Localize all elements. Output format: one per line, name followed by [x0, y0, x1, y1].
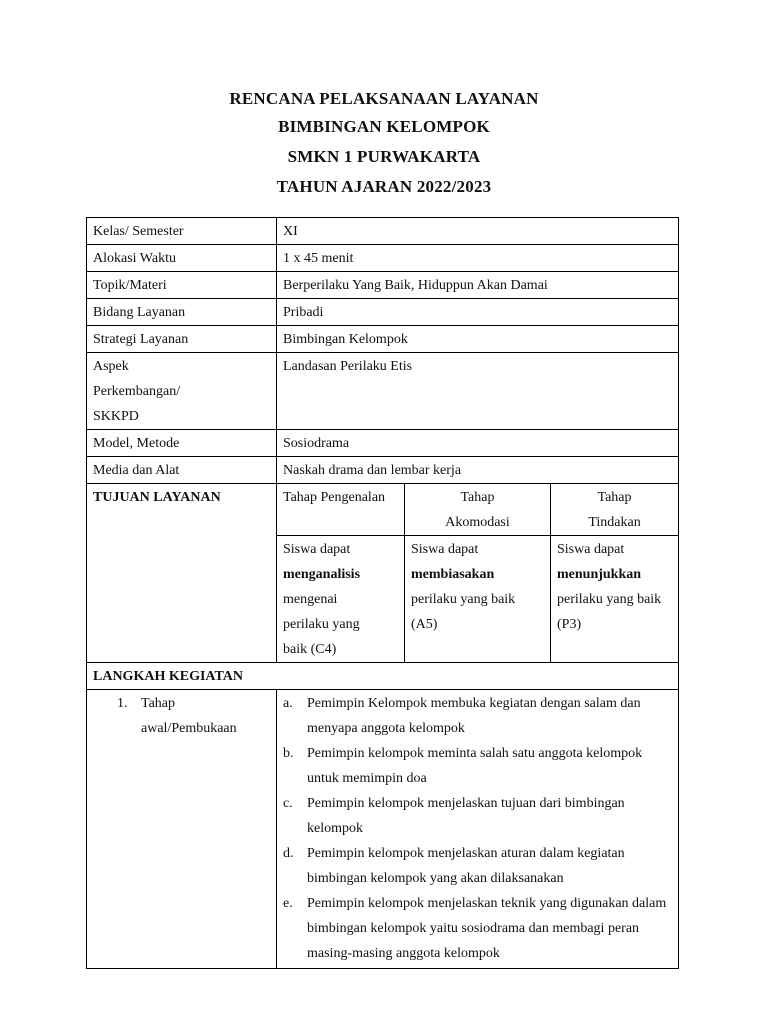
- document-title-line-2: BIMBINGAN KELOMPOK: [278, 117, 490, 136]
- table-row: [87, 299, 679, 326]
- row-label: Media dan Alat: [87, 457, 277, 484]
- stage-goal-post: perilaku yang baik (A5): [411, 592, 516, 632]
- step-number: 1.: [117, 696, 128, 711]
- step-items-list: [283, 691, 672, 966]
- table-row: [87, 353, 679, 430]
- list-item: e. Pemimpin kelompok menjelaskan teknik yang digunakan dalam bimbingan kelompok yaitu sosiodrama dan membagi peran masing-masing anggota kelompok: [283, 896, 667, 961]
- list-item: c. Pemimpin kelompok menjelaskan tujuan dari bimbingan kelompok: [283, 796, 625, 836]
- stage-goal-pre: Siswa dapat: [411, 542, 479, 557]
- document-title-line-1: RENCANA PELAKSANAAN LAYANAN: [229, 89, 539, 108]
- row-label: Bidang Layanan: [87, 299, 277, 326]
- stage-goal-post: perilaku yang baik (P3): [557, 592, 662, 632]
- row-value: Naskah drama dan lembar kerja: [277, 457, 679, 484]
- list-item: a. Pemimpin Kelompok membuka kegiatan dengan salam dan menyapa anggota kelompok: [283, 696, 641, 736]
- stage-header: Tahap Pengenalan: [277, 484, 405, 536]
- step-title-cell: [87, 690, 277, 969]
- table-row: [87, 218, 679, 245]
- list-item: b. Pemimpin kelompok meminta salah satu anggota kelompok untuk memimpin doa: [283, 746, 643, 786]
- table-row: [87, 326, 679, 353]
- document-title-line-3: SMKN 1 PURWAKARTA: [287, 147, 481, 166]
- tujuan-header-row: [87, 484, 679, 536]
- row-value: 1 x 45 menit: [277, 245, 679, 272]
- row-value: Berperilaku Yang Baik, Hiduppun Akan Damai: [277, 272, 679, 299]
- stage-goal: [551, 536, 679, 663]
- row-label: Kelas/ Semester: [87, 218, 277, 245]
- rpl-table: [86, 217, 679, 969]
- tujuan-label: TUJUAN LAYANAN: [87, 484, 277, 663]
- row-label: Strategi Layanan: [87, 326, 277, 353]
- row-label: Topik/Materi: [87, 272, 277, 299]
- table-row: [87, 272, 679, 299]
- row-value: Sosiodrama: [277, 430, 679, 457]
- row-label: Model, Metode: [87, 430, 277, 457]
- stage-goal-post: mengenai perilaku yang baik (C4): [283, 592, 360, 657]
- table-row: [87, 430, 679, 457]
- stage-goal-verb: menganalisis: [283, 567, 361, 582]
- list-item: d. Pemimpin kelompok menjelaskan aturan dalam kegiatan bimbingan kelompok yang akan dilaksanakan: [283, 846, 625, 886]
- stage-goal-pre: Siswa dapat: [283, 542, 351, 557]
- stage-goal-verb: membiasakan: [411, 567, 495, 582]
- stage-goal: [405, 536, 551, 663]
- langkah-label: LANGKAH KEGIATAN: [87, 663, 679, 690]
- stage-goal-verb: menunjukkan: [557, 567, 642, 582]
- langkah-step-row: [87, 690, 679, 969]
- table-row: [87, 457, 679, 484]
- row-label: Aspek Perkembangan/ SKKPD: [87, 353, 277, 430]
- stage-goal-pre: Siswa dapat: [557, 542, 625, 557]
- stage-header: Tahap Tindakan: [551, 484, 679, 536]
- stage-goal: [277, 536, 405, 663]
- table-row: [87, 245, 679, 272]
- step-items-cell: [277, 690, 679, 969]
- row-value: Pribadi: [277, 299, 679, 326]
- row-value: Landasan Perilaku Etis: [277, 353, 679, 430]
- row-value: XI: [277, 218, 679, 245]
- row-label: Alokasi Waktu: [87, 245, 277, 272]
- step-title: Tahap awal/Pembukaan: [141, 696, 237, 736]
- document-title-line-4: TAHUN AJARAN 2022/2023: [276, 177, 492, 196]
- row-value: Bimbingan Kelompok: [277, 326, 679, 353]
- stage-header: Tahap Akomodasi: [405, 484, 551, 536]
- langkah-header-row: [87, 663, 679, 690]
